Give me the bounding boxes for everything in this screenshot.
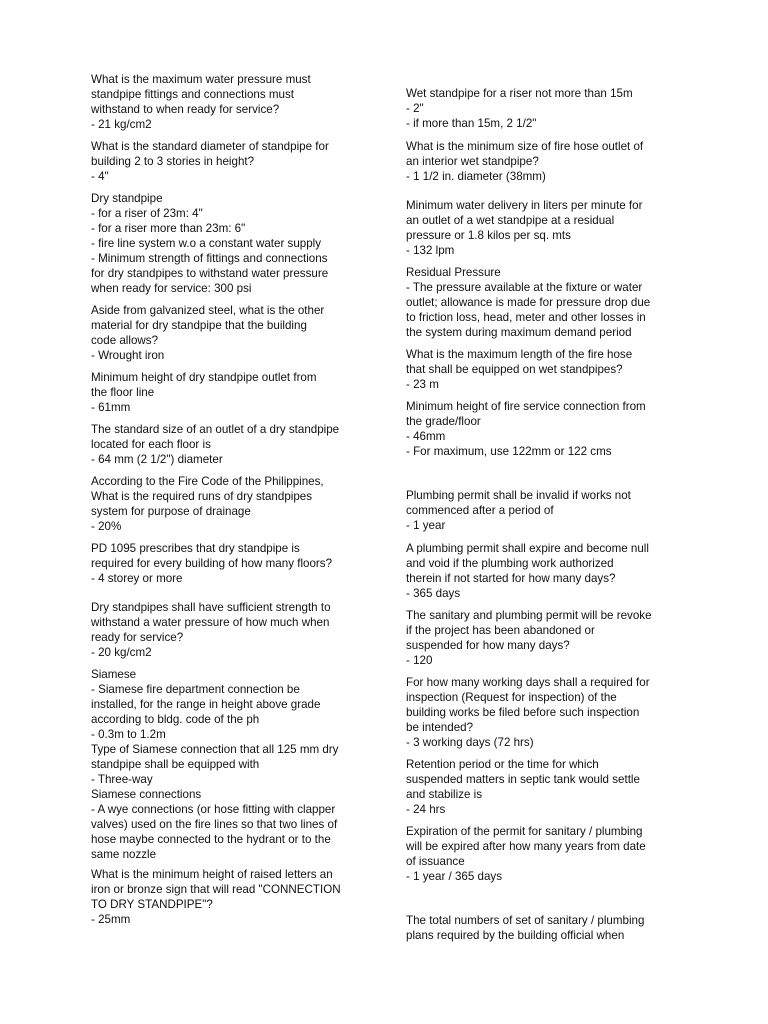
text-line: Wet standpipe for a riser not more than 15m bbox=[406, 87, 633, 100]
text-line: Expiration of the permit for sanitary / plumbing bbox=[406, 825, 643, 838]
text-line: - 61mm bbox=[91, 401, 131, 414]
qa-block bbox=[406, 608, 706, 668]
text-line: - Wrought iron bbox=[91, 349, 165, 362]
text-line: Minimum height of fire service connection from bbox=[406, 400, 646, 413]
text-line: the floor line bbox=[91, 386, 155, 399]
text-line: pressure or 1.8 kilos per sq. mts bbox=[406, 229, 571, 242]
qa-block bbox=[91, 867, 391, 927]
text-line: - Minimum strength of fittings and connections bbox=[91, 252, 328, 265]
text-line: - 1 1/2 in. diameter (38mm) bbox=[406, 170, 546, 183]
text-line: - 0.3m to 1.2m bbox=[91, 728, 166, 741]
qa-block bbox=[406, 399, 706, 459]
text-line: standpipe shall be equipped with bbox=[91, 758, 260, 771]
text-line: located for each floor is bbox=[91, 438, 211, 451]
text-line: the grade/floor bbox=[406, 415, 481, 428]
text-line: same nozzle bbox=[91, 848, 157, 861]
text-line: material for dry standpipe that the building bbox=[91, 319, 307, 332]
text-line: of issuance bbox=[406, 855, 465, 868]
text-line: system for purpose of drainage bbox=[91, 505, 251, 518]
qa-block bbox=[91, 191, 391, 296]
text-line: to friction loss, head, meter and other losses in bbox=[406, 311, 646, 324]
text-line: code allows? bbox=[91, 334, 159, 347]
qa-block bbox=[91, 370, 391, 415]
qa-block bbox=[406, 86, 706, 131]
text-line: inspection (Request for inspection) of the bbox=[406, 691, 617, 704]
qa-block bbox=[91, 667, 391, 862]
text-line: standpipe fittings and connections must bbox=[91, 88, 295, 101]
text-line: - 4 storey or more bbox=[91, 572, 183, 585]
text-line: The standard size of an outlet of a dry standpipe bbox=[91, 423, 340, 436]
text-line: will be expired after how many years from date bbox=[406, 840, 646, 853]
text-line: commenced after a period of bbox=[406, 504, 554, 517]
text-line: - 132 lpm bbox=[406, 244, 455, 257]
qa-block bbox=[406, 139, 706, 184]
text-line: withstand a water pressure of how much when bbox=[91, 616, 330, 629]
text-line: an outlet of a wet standpipe at a residual bbox=[406, 214, 615, 227]
text-line: the system during maximum demand period bbox=[406, 326, 632, 339]
text-line: - 4" bbox=[91, 170, 109, 183]
text-line: ready for service? bbox=[91, 631, 184, 644]
text-line: plans required by the building official when bbox=[406, 929, 625, 942]
text-line: - fire line system w.o a constant water supply bbox=[91, 237, 322, 250]
text-line: and void if the plumbing work authorized bbox=[406, 557, 614, 570]
text-line: - Siamese fire department connection be bbox=[91, 683, 300, 696]
text-line: - The pressure available at the fixture or water bbox=[406, 281, 643, 294]
text-line: hose maybe connected to the hydrant or to the bbox=[91, 833, 331, 846]
text-line: - 20 kg/cm2 bbox=[91, 646, 152, 659]
text-line: Siamese connections bbox=[91, 788, 202, 801]
text-line: - 23 m bbox=[406, 378, 439, 391]
text-line: What is the maximum water pressure must bbox=[91, 73, 311, 86]
text-line: According to the Fire Code of the Philippines, bbox=[91, 475, 324, 488]
text-line: building works be filed before such inspection bbox=[406, 706, 640, 719]
text-line: suspended for how many days? bbox=[406, 639, 570, 652]
text-line: and stabilize is bbox=[406, 788, 483, 801]
qa-block bbox=[406, 198, 706, 258]
text-line: What is the standard diameter of standpipe for bbox=[91, 140, 329, 153]
text-line: The total numbers of set of sanitary / plumbing bbox=[406, 914, 645, 927]
text-line: - 1 year bbox=[406, 519, 446, 532]
text-line: withstand to when ready for service? bbox=[91, 103, 280, 116]
text-line: Minimum water delivery in liters per minute for bbox=[406, 199, 643, 212]
qa-block bbox=[406, 488, 706, 533]
qa-block bbox=[406, 265, 706, 340]
text-line: What is the required runs of dry standpipes bbox=[91, 490, 313, 503]
text-line: be intended? bbox=[406, 721, 474, 734]
text-line: The sanitary and plumbing permit will be revoke bbox=[406, 609, 652, 622]
text-line: Dry standpipes shall have sufficient strength to bbox=[91, 601, 331, 614]
text-line: Retention period or the time for which bbox=[406, 758, 599, 771]
text-line: - 46mm bbox=[406, 430, 446, 443]
qa-block bbox=[91, 600, 391, 660]
text-line: iron or bronze sign that will read "CONNECTION bbox=[91, 883, 341, 896]
text-line: valves) used on the fire lines so that two lines of bbox=[91, 818, 338, 831]
text-line: that shall be equipped on wet standpipes? bbox=[406, 363, 623, 376]
text-line: when ready for service: 300 psi bbox=[91, 282, 252, 295]
text-line: - 2" bbox=[406, 102, 424, 115]
text-line: Type of Siamese connection that all 125 mm dry bbox=[91, 743, 339, 756]
text-line: if the project has been abandoned or bbox=[406, 624, 595, 637]
text-line: - for a riser more than 23m: 6" bbox=[91, 222, 246, 235]
qa-block bbox=[91, 541, 391, 586]
text-line: - 120 bbox=[406, 654, 433, 667]
text-line: What is the maximum length of the fire hose bbox=[406, 348, 633, 361]
text-line: Plumbing permit shall be invalid if works not bbox=[406, 489, 631, 502]
text-line: Aside from galvanized steel, what is the other bbox=[91, 304, 325, 317]
text-line: What is the minimum height of raised letters an bbox=[91, 868, 333, 881]
text-line: outlet; allowance is made for pressure drop due bbox=[406, 296, 651, 309]
text-line: required for every building of how many floors? bbox=[91, 557, 333, 570]
qa-block bbox=[406, 757, 706, 817]
text-line: For how many working days shall a required for bbox=[406, 676, 650, 689]
text-line: - 24 hrs bbox=[406, 803, 446, 816]
qa-block bbox=[406, 675, 706, 750]
text-line: Residual Pressure bbox=[406, 266, 501, 279]
text-line: installed, for the range in height above grade bbox=[91, 698, 321, 711]
text-line: A plumbing permit shall expire and become null bbox=[406, 542, 649, 555]
text-line: - 3 working days (72 hrs) bbox=[406, 736, 534, 749]
text-line: for dry standpipes to withstand water pressure bbox=[91, 267, 329, 280]
text-line: - For maximum, use 122mm or 122 cms bbox=[406, 445, 612, 458]
text-line: TO DRY STANDPIPE"? bbox=[91, 898, 213, 911]
text-line: Siamese bbox=[91, 668, 137, 681]
text-line: therein if not started for how many days? bbox=[406, 572, 616, 585]
text-line: Minimum height of dry standpipe outlet from bbox=[91, 371, 317, 384]
text-line: - for a riser of 23m: 4" bbox=[91, 207, 203, 220]
text-line: - 64 mm (2 1/2") diameter bbox=[91, 453, 223, 466]
text-line: - 1 year / 365 days bbox=[406, 870, 503, 883]
text-line: - 365 days bbox=[406, 587, 461, 600]
text-line: building 2 to 3 stories in height? bbox=[91, 155, 255, 168]
text-line: - if more than 15m, 2 1/2" bbox=[406, 117, 537, 130]
text-line: PD 1095 prescribes that dry standpipe is bbox=[91, 542, 300, 555]
qa-block bbox=[406, 541, 706, 601]
qa-block bbox=[91, 72, 391, 132]
qa-block bbox=[91, 139, 391, 184]
qa-block bbox=[91, 422, 391, 467]
text-line: - 25mm bbox=[91, 913, 131, 926]
text-line: suspended matters in septic tank would settle bbox=[406, 773, 640, 786]
qa-block bbox=[406, 347, 706, 392]
text-line: - A wye connections (or hose fitting with clapper bbox=[91, 803, 336, 816]
text-line: according to bldg. code of the ph bbox=[91, 713, 260, 726]
text-line: an interior wet standpipe? bbox=[406, 155, 539, 168]
text-line: What is the minimum size of fire hose outlet of bbox=[406, 140, 644, 153]
text-line: Dry standpipe bbox=[91, 192, 163, 205]
text-line: - 21 kg/cm2 bbox=[91, 118, 152, 131]
text-line: - 20% bbox=[91, 520, 122, 533]
qa-block bbox=[91, 303, 391, 363]
text-line: - Three-way bbox=[91, 773, 153, 786]
qa-block bbox=[406, 913, 706, 943]
qa-block bbox=[91, 474, 391, 534]
qa-block bbox=[406, 824, 706, 884]
